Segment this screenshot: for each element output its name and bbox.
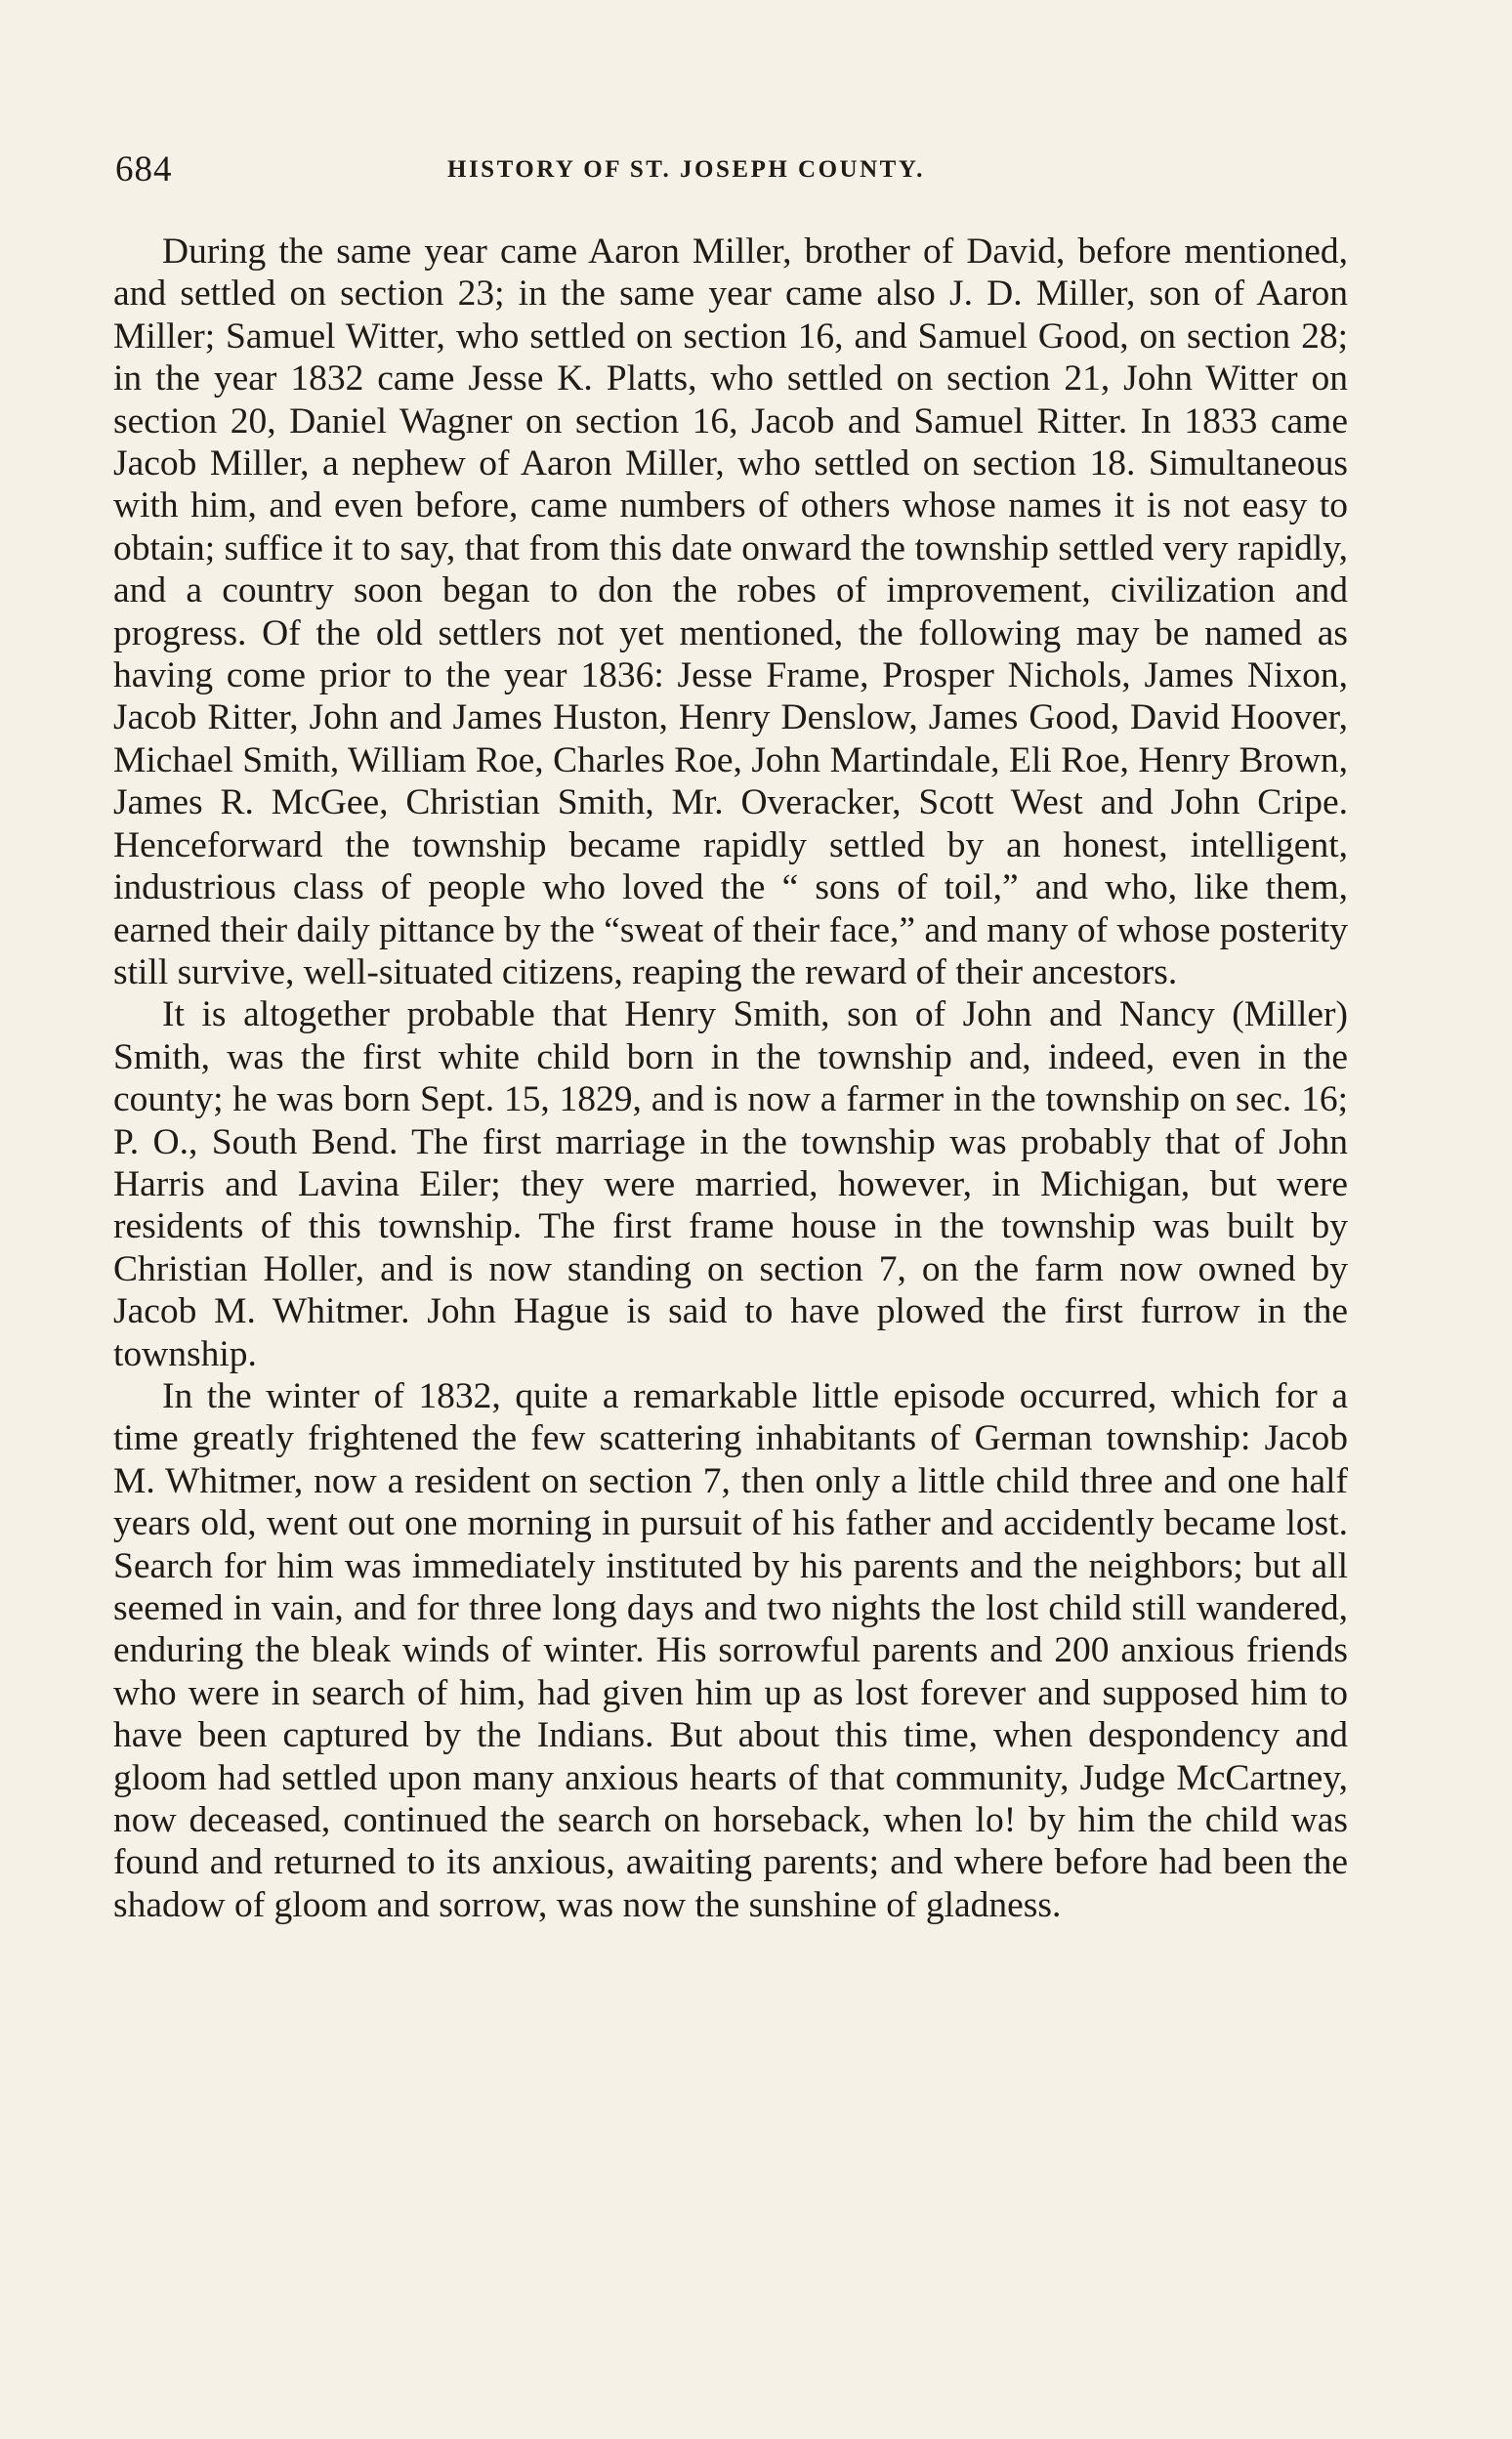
page-header bbox=[115, 148, 1348, 197]
body-text bbox=[113, 231, 1348, 1926]
page-number: 684 bbox=[115, 149, 173, 189]
paragraph-firsts: It is altogether probable that Henry Smith, son of John and Nancy (Miller) Smith, was the first white child born in the township and, indeed, even in the county; he was born Sept. 15, 1829, and is now a farmer in the township on sec. 16; P. O., South Bend. The first marriage in the township was probably that of John Harris and Lavina Eiler; they were married, however, in Michigan, but were residents of this township. The first frame house in the township was built by Christian Holler, and is now standing on section 7, on the farm now owned by Jacob M. Whitmer. John Hague is said to have plowed the first furrow in the township. bbox=[113, 994, 1348, 1374]
running-title: HISTORY OF ST. JOSEPH COUNTY. bbox=[447, 156, 925, 183]
paragraph-lost-child: In the winter of 1832, quite a remarkable little episode occurred, which for a time greatly frightened the few scattering inhabitants of German township: Jacob M. Whitmer, now a resident on section 7, then only a little child three and one half years old, went out one morning in pursuit of his father and accidently became lost. Search for him was immediately instituted by his parents and the neighbors; but all seemed in vain, and for three long days and two nights the lost child still wandered, enduring the bleak winds of winter. His sorrowful parents and 200 anxious friends who were in search of him, had given him up as lost forever and supposed him to have been captured by the Indians. But about this time, when despondency and gloom had settled upon many anxious hearts of that community, Judge McCartney, now deceased, continued the search on horseback, when lo! by him the child was found and returned to its anxious, awaiting parents; and where before had been the shadow of gloom and sorrow, was now the sunshine of gladness. bbox=[113, 1375, 1348, 1925]
paragraph-settlers: During the same year came Aaron Miller, brother of David, before mentioned, and settled on section 23; in the same year came also J. D. Miller, son of Aaron Miller; Samuel Witter, who settled on section 16, and Samuel Good, on section 28; in the year 1832 came Jesse K. Platts, who settled on section 21, John Witter on section 20, Daniel Wagner on section 16, Jacob and Samuel Ritter. In 1833 came Jacob Miller, a nephew of Aaron Miller, who settled on section 18. Simultaneous with him, and even before, came numbers of others whose names it is not easy to obtain; suffice it to say, that from this date onward the township settled very rapidly, and a country soon began to don the robes of improvement, civilization and progress. Of the old settlers not yet mentioned, the following may be named as having come prior to the year 1836: Jesse Frame, Prosper Nichols, James Nixon, Jacob Ritter, John and James Huston, Henry Denslow, James Good, David Hoover, Michael Smith, William Roe, Charles Roe, John Martindale, Eli Roe, Henry Brown, James R. McGee, Christian Smith, Mr. Overacker, Scott West and John Cripe. Henceforward the township became rapidly settled by an honest, intelligent, industrious class of people who loved the “ sons of toil,” and who, like them, earned their daily pittance by the “sweat of their face,” and many of whose posterity still survive, well-situated citizens, reaping the reward of their ancestors. bbox=[113, 231, 1348, 992]
